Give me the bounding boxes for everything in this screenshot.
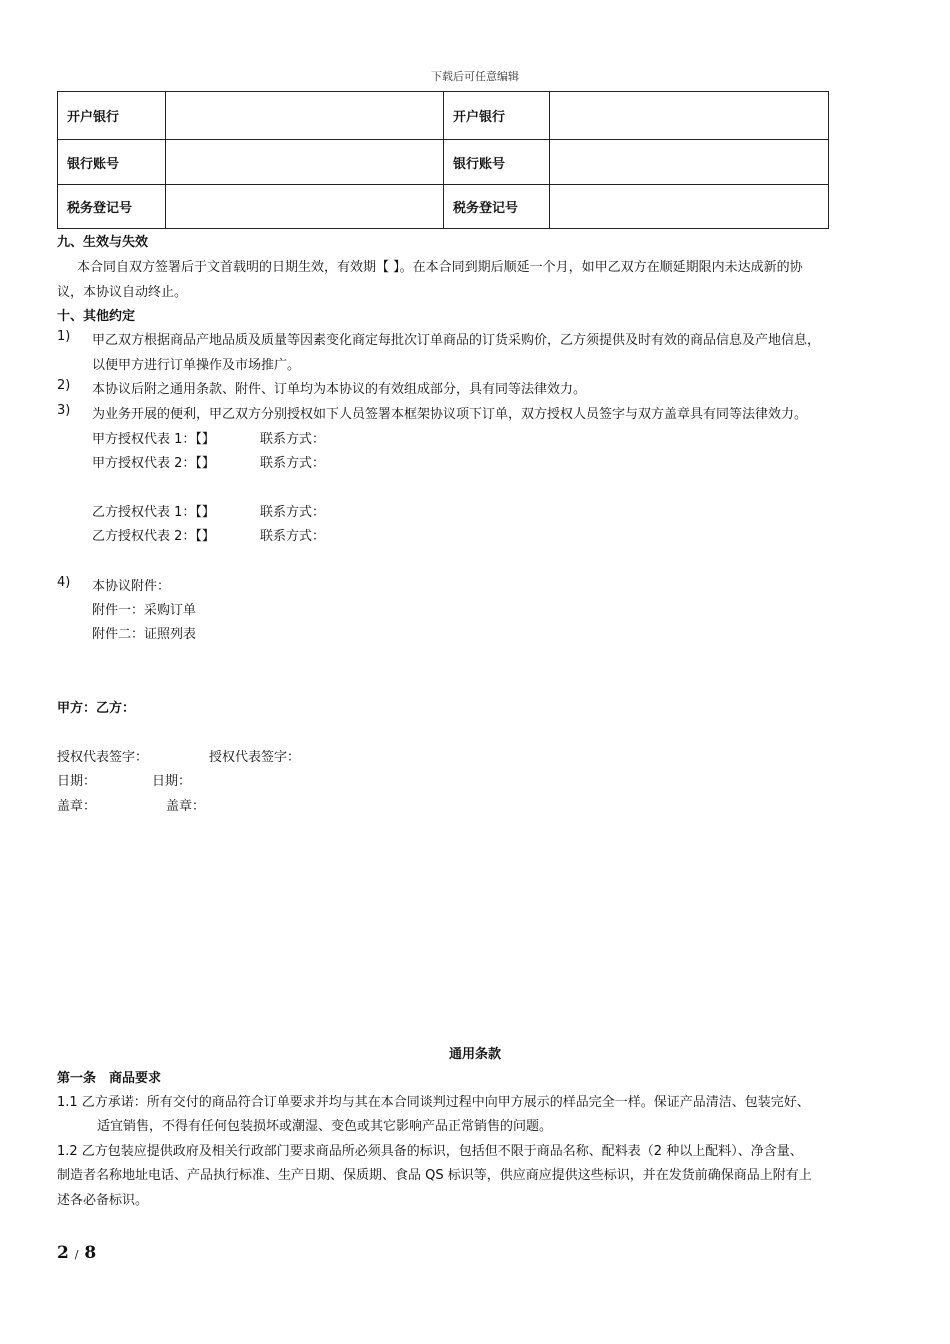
parties-line: 甲方：乙方：	[57, 701, 136, 716]
seal-left: 盖章：	[57, 799, 97, 814]
item1-line2: 以便甲方进行订单操作及市场推广。	[92, 358, 301, 373]
account-label-right: 银行账号	[444, 140, 550, 185]
page-current: 2	[57, 1243, 69, 1263]
bank-info-table	[57, 91, 829, 229]
item4-text: 本协议附件：	[92, 579, 171, 594]
general-terms-title: 通用条款	[448, 1047, 501, 1062]
tax-label-left: 税务登记号	[58, 185, 166, 229]
bank-value-right	[550, 92, 829, 140]
header-note: 下载后可任意编辑	[431, 70, 519, 83]
item1-line1: 甲乙双方根据商品产地品质及质量等因素变化商定每批次订单商品的订货采购价，乙方须提供及时有效的商品信息及产地信息，	[92, 333, 821, 348]
sign-left: 授权代表签字：	[57, 750, 149, 765]
tax-value-right	[550, 185, 829, 229]
rep-b1-contact: 联系方式：	[260, 505, 326, 520]
section9-heading: 九、生效与失效	[57, 235, 149, 250]
article1-heading: 第一条 商品要求	[57, 1071, 162, 1086]
account-label-left: 银行账号	[58, 140, 166, 185]
rep-a1-label: 甲方授权代表 1：【】	[92, 432, 215, 447]
rep-a1-contact: 联系方式：	[260, 432, 326, 447]
clause-1-1-line1: 1.1 乙方承诺：所有交付的商品符合订单要求并均与其在本合同谈判过程中向甲方展示的样品完全一样。保证产品清洁、包装完好、	[57, 1095, 810, 1110]
page-separator: /	[74, 1248, 79, 1261]
section9-para-line2: 议，本协议自动终止。	[57, 285, 188, 300]
clause-1-2-line1: 1.2 乙方包装应提供政府及相关行政部门要求商品所必须具备的标识，包括但不限于商品名称、配料表（2 种以上配料）、净含量、	[57, 1144, 803, 1159]
rep-b1-label: 乙方授权代表 1：【】	[92, 505, 215, 520]
item4-number: 4)	[57, 575, 71, 590]
attachment-1: 附件一：采购订单	[92, 603, 197, 618]
account-value-right	[550, 140, 829, 185]
section9-para-line1: 本合同自双方签署后于文首载明的日期生效，有效期【 】。在本合同到期后顺延一个月，如甲乙双方在顺延期限内未达成新的协	[77, 260, 803, 275]
clause-1-2-line2: 制造者名称地址电话、产品执行标准、生产日期、保质期、食品 QS 标识等，供应商应提供这些标识，并在发货前确保商品上附有上	[57, 1168, 812, 1183]
page-number	[57, 1243, 96, 1263]
page-total: 8	[84, 1243, 97, 1263]
item3-number: 3)	[57, 403, 71, 418]
clause-1-2-line3: 述各必备标识。	[57, 1193, 149, 1208]
bank-label-left: 开户银行	[58, 92, 166, 140]
date-left: 日期：	[57, 774, 97, 789]
table-row	[58, 92, 829, 140]
tax-value-left	[166, 185, 444, 229]
account-value-left	[166, 140, 444, 185]
rep-a2-label: 甲方授权代表 2：【】	[92, 456, 215, 471]
rep-a2-contact: 联系方式：	[260, 456, 326, 471]
rep-b2-label: 乙方授权代表 2：【】	[92, 529, 215, 544]
rep-b2-contact: 联系方式：	[260, 529, 326, 544]
table-row	[58, 185, 829, 229]
clause-1-1-line2: 适宜销售，不得有任何包装损坏或潮湿、变色或其它影响产品正常销售的问题。	[97, 1119, 553, 1134]
item3-text: 为业务开展的便利，甲乙双方分别授权如下人员签署本框架协议项下订单，双方授权人员签字与双方盖章具有同等法律效力。	[92, 407, 808, 422]
item1-number: 1)	[57, 329, 71, 344]
seal-right: 盖章：	[166, 799, 206, 814]
sign-right: 授权代表签字：	[209, 750, 301, 765]
item2-number: 2)	[57, 378, 71, 393]
attachment-2: 附件二：证照列表	[92, 627, 197, 642]
bank-value-left	[166, 92, 444, 140]
date-right: 日期：	[152, 774, 192, 789]
table-row	[58, 140, 829, 185]
tax-label-right: 税务登记号	[444, 185, 550, 229]
section10-heading: 十、其他约定	[57, 309, 136, 324]
item2-text: 本协议后附之通用条款、附件、订单均为本协议的有效组成部分，具有同等法律效力。	[92, 382, 587, 397]
bank-label-right: 开户银行	[444, 92, 550, 140]
